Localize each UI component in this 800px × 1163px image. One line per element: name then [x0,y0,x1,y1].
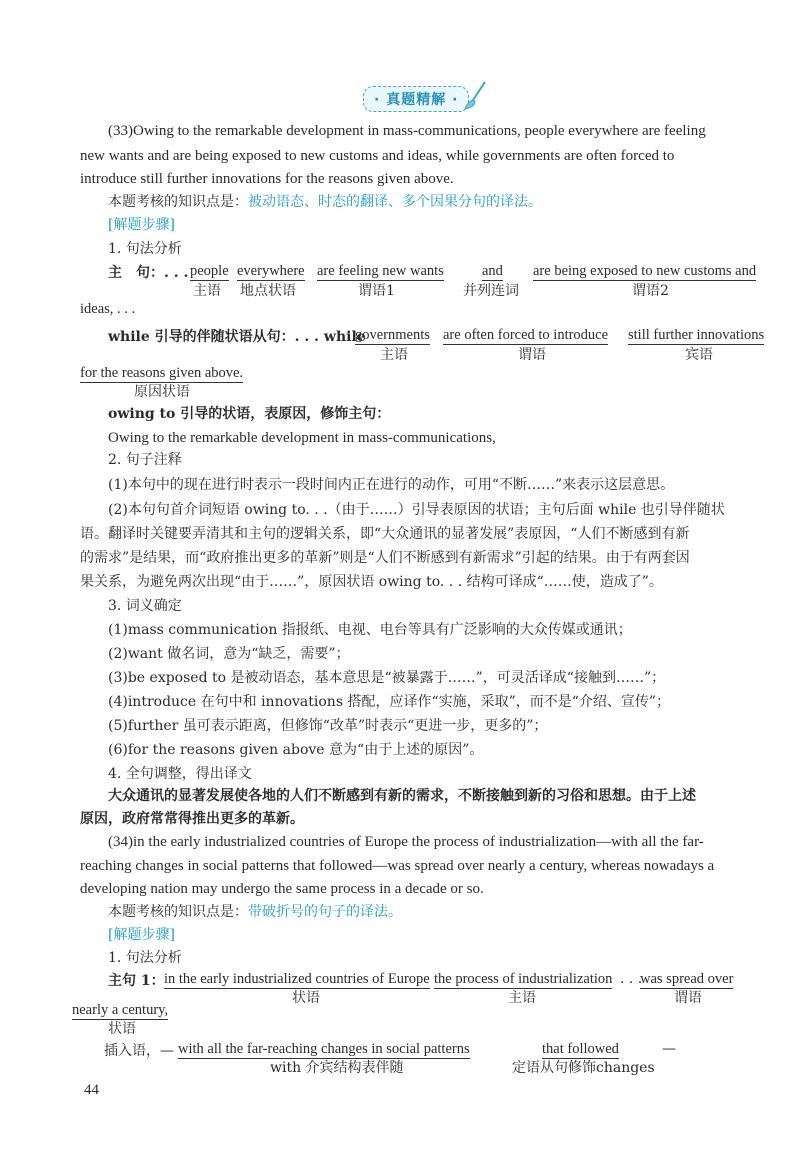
q33-while-label-1: 主语 [380,347,408,363]
section-badge: · 真题精解 · [363,86,469,112]
q33-main-seg-2: everywhere [237,263,305,279]
q34-s1-heading: 1. 句法分析 [108,950,182,966]
q33-word-5: (5)further 虽可表示距离，但修饰“改革”时表示“更进一步，更多的”； [108,718,548,734]
q33-while-seg-2: are often forced to introduce [443,327,609,343]
q33-while-label-3: 宾语 [685,347,713,363]
q33-word-4: (4)introduce 在句中和 innovations 搭配，应译作“实施，采取”，而不是“介绍、宣传”； [108,694,671,710]
section-header [355,80,495,114]
q33-word-3: (3)be exposed to 是被动语态，基本意思是“被暴露于……”，可灵活译成“接触到……”； [108,670,666,686]
q33-note-2-line-3: 的需求”是结果，而“政府推出更多的革新”则是“人们不断感到有新需求”引起的结果。由于有两套因 [80,550,690,566]
q33-main-label-1: 主语 [193,283,221,299]
q34-para-line-3: developing nation may undergo the same process in a decade or so. [80,881,484,897]
q33-word-6: (6)for the reasons given above 意为“由于上述的原因”。 [108,742,484,758]
q33-s1-heading: 1. 句法分析 [108,241,182,257]
knowledge-points: 带破折号的句子的译法。 [248,904,402,920]
q34-main-dots: . . . [620,971,643,987]
q33-while-label-2: 谓语 [518,347,546,363]
knowledge-prefix: 本题考核的知识点是： [108,194,248,210]
q34-main-cont-label: 状语 [108,1021,136,1037]
q34-insert-label-1: with 介宾结构表伴随 [270,1060,404,1076]
page-number: 44 [84,1082,99,1098]
knowledge-prefix: 本题考核的知识点是： [108,904,248,920]
q33-para-line-1: (33)Owing to the remarkable development in mass-communications, people everywhere are feeling [108,123,706,139]
q33-s2-heading: 2. 句子注释 [108,452,182,468]
q33-s3-heading: 3. 词义确定 [108,598,182,614]
q33-word-1: (1)mass communication 指报纸、电视、电台等具有广泛影响的大众传媒或通讯； [108,622,632,638]
q34-main-seg-3: was spread over [640,971,734,987]
q33-main-seg-3: are feeling new wants [317,263,444,279]
q34-steps-heading: [解题步骤] [108,927,175,943]
q33-word-2: (2)want 做名词，意为“缺乏，需要”； [108,646,350,662]
q34-para-line-1: (34)in the early industrialized countries of Europe the process of industrialization—with all the far- [108,834,704,850]
q33-note-2-line-4: 果关系，为避免两次出现“由于……”，原因状语 owing to. . . 结构可译成“……使，造成了”。 [80,574,663,590]
q33-para-line-3: introduce still further innovations for the reasons given above. [80,171,454,187]
q33-owing-heading: owing to 引导的状语，表原因，修饰主句： [108,406,391,422]
q34-main-seg-2: the process of industrialization [434,971,613,987]
q33-main-label-5: 谓语2 [632,283,669,299]
q33-reason-label: 原因状语 [134,384,190,400]
brush-icon [463,80,489,110]
q34-insert-prefix: 插入语，— [104,1043,174,1059]
q33-note-2-line-1: (2)本句句首介词短语 owing to. . .（由于……）引导表原因的状语；主句后面 while 也引导伴随状 [108,502,725,518]
q33-para-line-2: new wants and are being exposed to new customs and ideas, while governments are often forced to [80,148,675,164]
q33-main-seg-4: and [482,263,503,279]
q33-knowledge [108,192,542,212]
q34-main-prefix: 主句 1： [108,973,165,989]
q33-note-1: (1)本句中的现在进行时表示一段时间内正在进行的动作，可用“不断……”来表示这层意思。 [108,477,675,493]
q34-main-cont: nearly a century, [72,1002,169,1018]
q33-while-prefix: while 引导的伴随状语从句：. . . while [108,329,366,345]
q33-s4-heading: 4. 全句调整，得出译文 [108,766,252,782]
q33-main-label-2: 地点状语 [240,283,296,299]
q33-main-cont: ideas, . . . [80,301,136,317]
q34-para-line-2: reaching changes in social patterns that followed—was spread over nearly a century, whereas nowadays a [80,858,715,874]
q34-main-label-3: 谓语 [674,990,702,1006]
q33-main-prefix: 主 句：. . . [108,265,189,281]
q34-main-label-2: 主语 [508,990,536,1006]
q33-steps-heading: [解题步骤] [108,217,175,233]
q34-insert-seg-1: with all the far-reaching changes in social patterns [178,1041,470,1057]
q34-insert-dash: — [662,1041,676,1057]
q33-while-seg-3: still further innovations [628,327,765,343]
q33-main-label-3: 谓语1 [358,283,395,299]
q34-insert-seg-2: that followed [542,1041,619,1057]
q34-insert-label-2: 定语从句修饰changes [512,1060,655,1076]
q34-main-seg-1: in the early industrialized countries of Europe [164,971,430,987]
q34-knowledge [108,902,402,922]
q33-translation-line-1: 大众通讯的显著发展使各地的人们不断感到有新的需求，不断接触到新的习俗和思想。由于上述 [108,788,696,804]
knowledge-points: 被动语态、时态的翻译、多个因果分句的译法。 [248,194,542,210]
q33-main-seg-1: people [190,263,229,279]
q33-main-label-4: 并列连词 [463,283,519,299]
q34-main-label-1: 状语 [292,990,320,1006]
q33-main-seg-5: are being exposed to new customs and [533,263,757,279]
q33-translation-line-2: 原因，政府常常得推出更多的革新。 [80,811,304,827]
q33-reason-text: for the reasons given above. [80,365,244,381]
q33-note-2-line-2: 语。翻译时关键要弄清其和主句的逻辑关系，即“大众通讯的显著发展”表原因，“人们不断感到有新 [80,526,690,542]
q33-owing-text: Owing to the remarkable development in mass-communications, [108,430,496,446]
q33-while-seg-1: governments [355,327,430,343]
